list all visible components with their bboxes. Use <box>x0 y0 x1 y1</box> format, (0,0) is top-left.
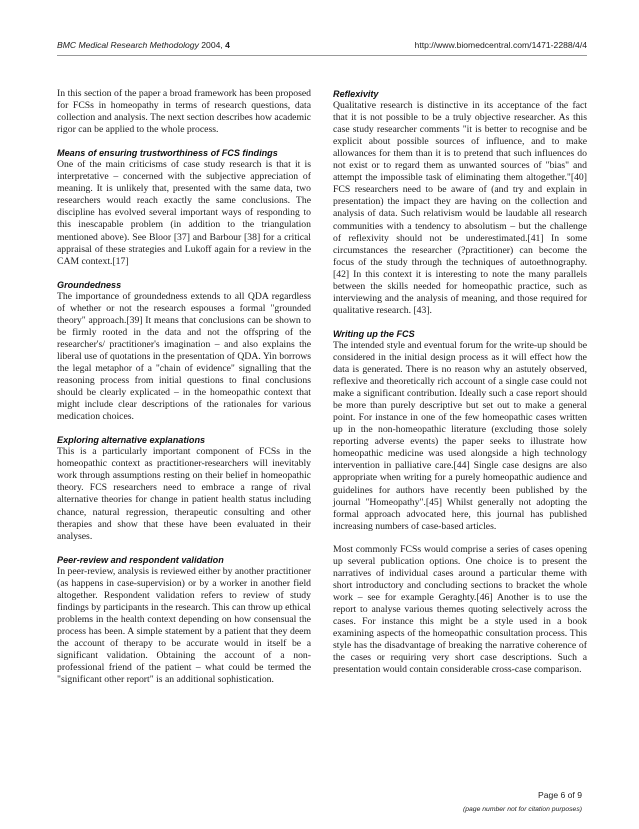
article-url[interactable]: http://www.biomedcentral.com/1471-2288/4/4 <box>414 40 587 50</box>
journal-year: 2004, <box>198 40 226 50</box>
citation-note: (page number not for citation purposes) <box>462 806 582 813</box>
section-text-trustworthiness: One of the main criticisms of case study research is that it is interpretative – concerned with the subjective appreciation of meaning. It is unlikely that, presented with the same data, two researchers would reach exactly the same conclusions. The discipline has evolved several important ways of responding to this inescapable problem (in addition to the triangulation mentioned above). See Bloor [37] and Barbour [38] for a critical appraisal of these strategies and Lukoff again for a review in the CAM context.[17] <box>57 159 311 267</box>
section-text-peer-review: In peer-review, analysis is reviewed either by another practitioner (as happens in case-supervision) or by a worker in another field altogether. Respondent validation refers to review of study findings by participants in the research. This can throw up ethical problems in the health context depending on how consensual the process has been. A simple statement by a patient that they deem the account of therapy to be accurate would in itself be a significant validation. Obtaining the account of a non-professional friend of the patient – what could be termed the "significant other report" is an additional sophistication. <box>57 565 311 686</box>
section-heading-trustworthiness: Means of ensuring trustworthiness of FCS findings <box>57 148 278 159</box>
journal-volume: 4 <box>225 40 230 50</box>
section-heading-peer-review: Peer-review and respondent validation <box>57 554 224 565</box>
journal-citation <box>57 40 230 50</box>
section-heading-alternative-explanations: Exploring alternative explanations <box>57 435 206 446</box>
section-text-groundedness: The importance of groundedness extends to all QDA regardless of whether or not the research espouses a formal "grounded theory" approach.[39] It means that conclusions can be shown to be firmly rooted in the data and not the offspring of the researcher's/ practitioner's imagination – and also explains the liberal use of quotations in the presentation of QDA. Yin borrows the legal metaphor of a "chain of evidence" signalling that the reasoning process from initial questions to final conclusions should be clearly explicated – in the homeopathic context that might include clear descriptions of the rationales for various medication choices. <box>57 290 311 423</box>
section-heading-reflexivity: Reflexivity <box>333 89 379 99</box>
section-heading-groundedness: Groundedness <box>57 279 122 290</box>
section-text-reflexivity: Qualitative research is distinctive in its acceptance of the fact that it is not possible to be a truly objective researcher. As this case study researcher comments "it is better to recognise and be explicit about possible sources of influence, and to make allowances for them than it is to pretend that such influences do not exist or to regard them as unwanted sources of "bias" and attempt the impossible task of eliminating them altogether."[40] FCS researchers need to be aware of (and try and explain in presentation) the impact they are having on the collection and analysis of data. Such relativism would be laudable all research communities with a tendency to absolutism – but the challenge of reflexivity should not be underestimated.[41] In some circumstances the researcher (?practitioner) can become the focus of the study through the techniques of autoethnography.[42] In this context it is interesting to note the many parallels between the skills needed for homeopathic practice, such as interviewing and the analysis of meaning, and those required for qualitative research. [43]. <box>333 100 587 316</box>
left-column <box>57 88 311 697</box>
header-divider <box>57 55 587 56</box>
intro-paragraph: In this section of the paper a broad framework has been proposed for FCSs in homeopathy in terms of research questions, data collection and analysis. The next section describes how academic rigor can be applied to the whole process. <box>57 88 311 136</box>
right-column <box>333 88 587 687</box>
section-heading-writing-up: Writing up the FCS <box>333 328 415 339</box>
section-text-case-series: Most commonly FCSs would comprise a series of cases opening up several publication options. One choice is to present the narratives of individual cases around a particular theme with short introductory and concluding sections to bracket the whole work – see for example Geraghty.[46] Another is to use the report to analyse various themes quoting selectively across the cases. For instance this might be a style used in a book examining aspects of the homeopathic consultation process. This style has the disadvantage of breaking the narrative coherence of the cases or requiring very short case descriptions. Such a presentation would contain considerable cross-case comparison. <box>333 543 587 676</box>
section-text-writing-up: The intended style and eventual forum for the write-up should be considered in the initial design process as it will effect how the data is generated. There is no reason why an astutely observed, reflexive and theoretically rich account of a single case could not make a significant contribution. Ideally such a case report should be more than purely descriptive but set out to make a general point. For instance in one of the few homeopathic cases written up in the non-homeopathic literature (excluding those solely reporting adverse events) the paper seeks to illustrate how homeopathic medicine was used alongside a high technology intervention in palliative care.[44] Single case designs are also appropriate when writing for a purely homeopathic audience and guidelines for authors have recently been published by the journal "Homeopathy".[45] Whilst generally not adopting the formal approach advocated here, this journal has published increasing numbers of case-based articles. <box>333 339 587 532</box>
page-number: Page 6 of 9 <box>538 790 582 800</box>
journal-name: BMC Medical Research Methodology <box>57 40 199 50</box>
section-text-alternative-explanations: This is a particularly important component of FCSs in the homeopathic context as practitioner-researchers will inevitably work through assumptions resting on their belief in homeopathic theory. FCS researchers need to embrace a range of rival alternative theories for change in patient health status including chance, natural regression, therapeutic consulting and other therapies and show that these have been evaluated in their analyses. <box>57 446 311 542</box>
